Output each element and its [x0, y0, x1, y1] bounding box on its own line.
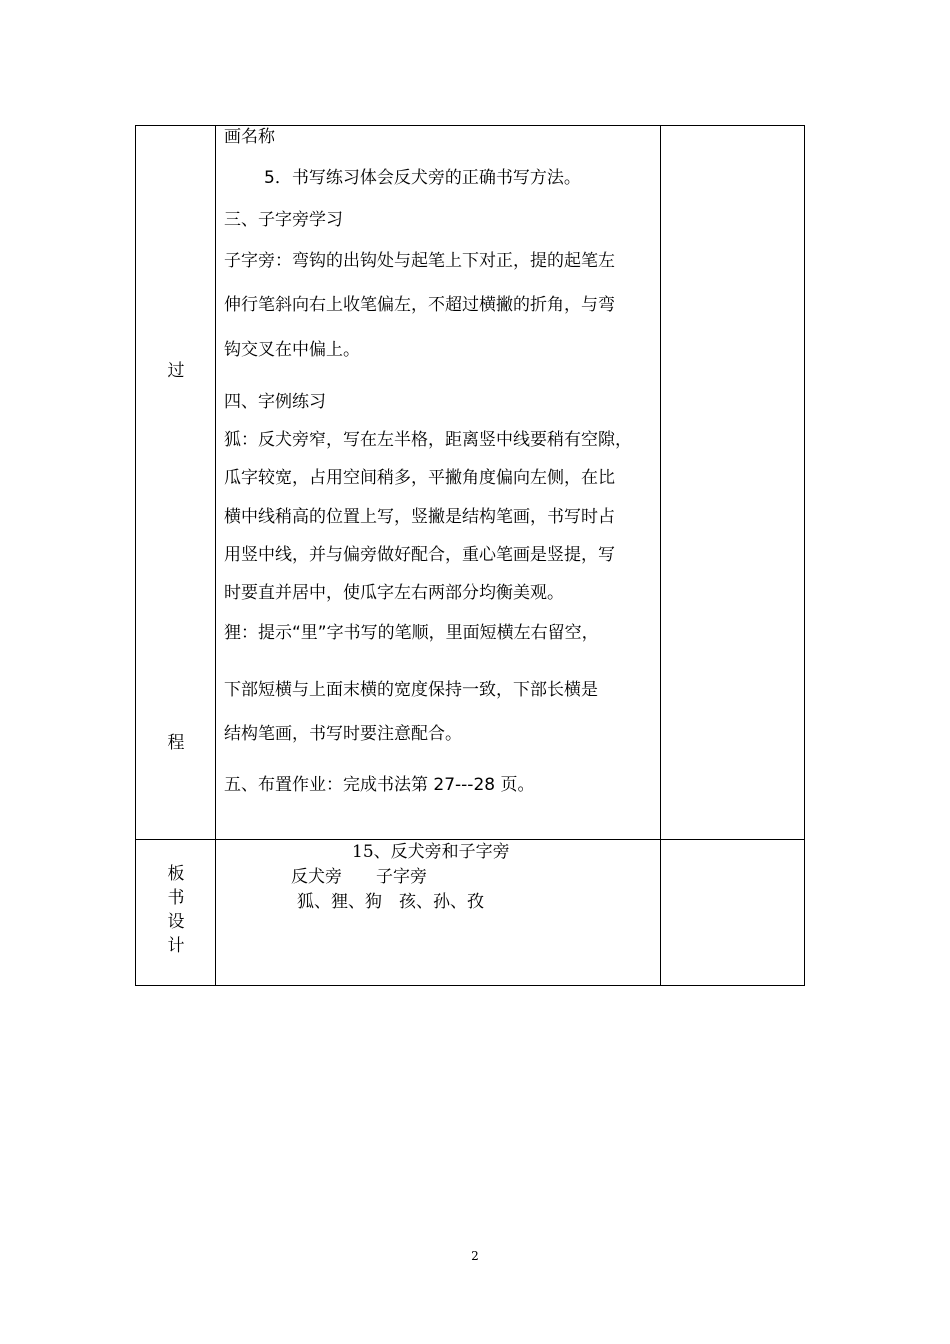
board-chars: 狐、狸、狗 孩、孙、孜 — [297, 892, 484, 912]
board-headers: 反犬旁 子字旁 — [291, 867, 427, 887]
content-line: 狸：提示“里”字书写的笔顺，里面短横左右留空， — [224, 623, 599, 643]
content-line: 画名称 — [224, 127, 275, 147]
board-design-label — [136, 862, 216, 958]
content-line: 横中线稍高的位置上写，竖撇是结构笔画，书写时占 — [224, 507, 615, 527]
column-divider-right — [660, 126, 661, 985]
content-line: 结构笔画，书写时要注意配合。 — [224, 724, 462, 744]
board-label-char: 书 — [167, 888, 185, 908]
board-label-char: 板 — [167, 864, 185, 884]
content-line: 下部短横与上面末横的宽度保持一致，下部长横是 — [224, 680, 598, 700]
content-line: 时要直并居中，使瓜字左右两部分均衡美观。 — [224, 583, 564, 603]
process-label-bottom: 程 — [167, 733, 185, 753]
page-number: 2 — [471, 1249, 479, 1263]
column-divider-left — [215, 126, 216, 985]
process-label-top: 过 — [167, 361, 185, 381]
content-line: 伸行笔斜向右上收笔偏左，不超过横撇的折角，与弯 — [224, 295, 615, 315]
content-line: 瓜字较宽，占用空间稍多，平撇角度偏向左侧，在比 — [224, 468, 615, 488]
content-line: 狐：反犬旁窄，写在左半格，距离竖中线要稍有空隙， — [224, 430, 632, 450]
content-line: 四、字例练习 — [224, 392, 326, 412]
content-line: 三、子字旁学习 — [224, 210, 343, 230]
content-line: 子字旁：弯钩的出钩处与起笔上下对正，提的起笔左 — [224, 251, 615, 271]
board-label-char: 设 — [167, 912, 185, 932]
row-divider — [136, 839, 804, 840]
content-line: 钩交叉在中偏上。 — [224, 340, 360, 360]
board-label-char: 计 — [167, 936, 185, 956]
content-line: 5．书写练习体会反犬旁的正确书写方法。 — [264, 168, 581, 188]
content-line: 五、布置作业：完成书法第 27---28 页。 — [224, 775, 535, 795]
board-title: 15、反犬旁和子字旁 — [352, 842, 510, 862]
content-line: 用竖中线，并与偏旁做好配合，重心笔画是竖提，写 — [224, 545, 615, 565]
